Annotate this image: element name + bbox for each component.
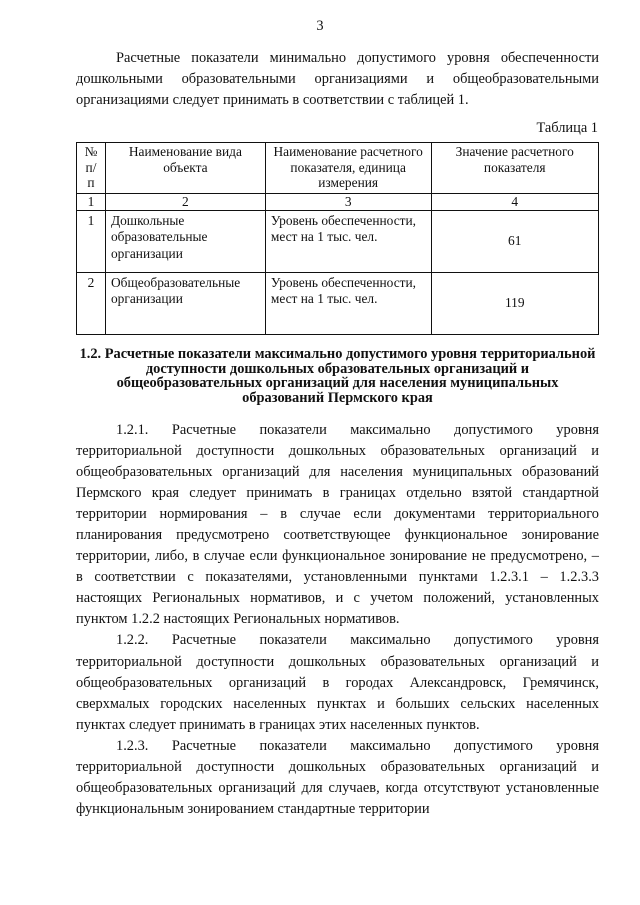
column-number: 2 <box>105 193 265 210</box>
column-number: 1 <box>77 193 106 210</box>
page-number: 3 <box>316 18 324 34</box>
header-number: № п/п <box>77 143 106 194</box>
column-number: 4 <box>431 193 599 210</box>
row-object: Общеобразовательные организации <box>105 272 265 334</box>
header-indicator-name: Наименование расчетного показателя, единица измерения <box>265 143 431 194</box>
paragraph-1-2-3: 1.2.3. Расчетные показатели максимально допустимого уровня территориальной доступности дошкольных образовательных организаций и общеобразовательных организаций для случаев, когда отсутствуют установленные функциональным зонированием стандартные территории <box>76 737 599 817</box>
row-value: 119 <box>431 272 599 334</box>
row-value: 61 <box>431 210 599 272</box>
table-caption: Таблица 1 <box>536 120 598 136</box>
intro-paragraph <box>76 48 599 111</box>
row-object: Дошкольные образовательные организации <box>105 210 265 272</box>
header-object-name: Наименование вида объекта <box>105 143 265 194</box>
row-number: 2 <box>77 272 106 334</box>
row-indicator: Уровень обеспеченности, мест на 1 тыс. чел. <box>265 272 431 334</box>
table-header-row <box>77 143 599 194</box>
table-row <box>77 272 599 334</box>
header-indicator-value: Значение расчетного показателя <box>431 143 599 194</box>
norms-table <box>76 142 599 335</box>
column-number: 3 <box>265 193 431 210</box>
section-title: 1.2. Расчетные показатели максимально допустимого уровня территориальной доступности дошкольных образовательных организаций и общеобразовательных организаций для населения муниципальных образований Пермского края <box>79 346 596 406</box>
row-number: 1 <box>77 210 106 272</box>
body-text <box>76 420 599 820</box>
column-number-row <box>77 193 599 210</box>
row-indicator: Уровень обеспеченности, мест на 1 тыс. чел. <box>265 210 431 272</box>
table-row <box>77 210 599 272</box>
intro-text: Расчетные показатели минимально допустимого уровня обеспеченности дошкольными образовательными организациями и общеобразовательными организациями следует принимать в соответствии с таблицей 1. <box>76 50 599 108</box>
paragraph-1-2-1: 1.2.1. Расчетные показатели максимально допустимого уровня территориальной доступности дошкольных образовательных организаций и общеобразовательных организаций для населения муниципальных образований Пермского края следует принимать в границах отдельно взятой стандартной территории нормирования – в случае если документами территориального планирования предусмотрено соответствующее функциональное зонирование территории, либо, в случае если функциональное зонирование не предусмотрено, – в соответствии с показателями, установленными пунктами 1.2.3.1 – 1.2.3.3 настоящих Региональных нормативов, и с учетом положений, установленных пунктом 1.2.2 настоящих Региональных нормативов. <box>76 422 599 628</box>
paragraph-1-2-2: 1.2.2. Расчетные показатели максимально допустимого уровня территориальной доступности дошкольных образовательных организаций и общеобразовательных организаций в городах Александровск, Гремячинск, сверхмалых городских населенных пунктах и больших сельских населенных пунктах следует принимать в границах этих населенных пунктов. <box>76 632 599 733</box>
